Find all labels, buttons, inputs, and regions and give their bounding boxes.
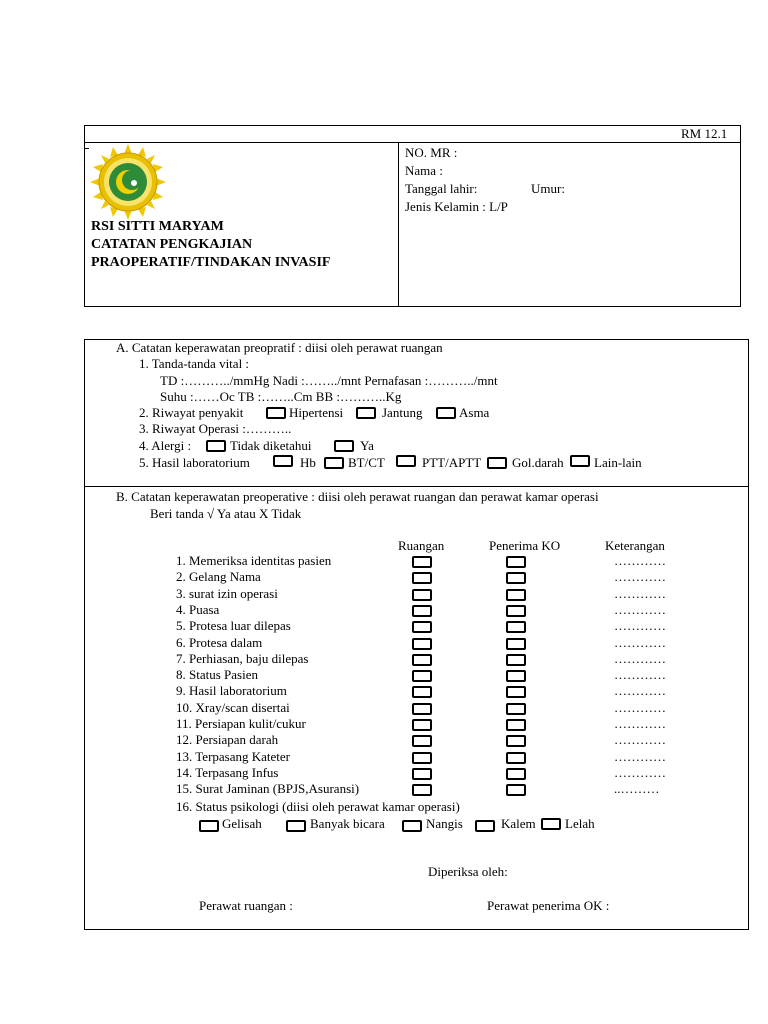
checklist-item-label: 8. Status Pasien	[176, 667, 258, 683]
keterangan-dots: …………	[614, 683, 666, 699]
option-hipertensi: Hipertensi	[289, 405, 344, 420]
option-hb: Hb	[300, 455, 316, 470]
checkbox-penerima-ko[interactable]	[506, 686, 526, 698]
vital-signs-title: 1. Tanda-tanda vital :	[139, 356, 250, 371]
option-jantung: Jantung	[382, 405, 423, 420]
checkbox-ruangan[interactable]	[412, 686, 432, 698]
checkbox-ruangan[interactable]	[412, 719, 432, 731]
checkbox-ruangan[interactable]	[412, 784, 432, 796]
option-tidak-diketahui: Tidak diketahui	[230, 438, 312, 453]
item-16-label: 16. Status psikologi (diisi oleh perawat kamar operasi)	[176, 799, 460, 814]
field-umur: Umur:	[531, 181, 565, 196]
column-header-ruangan: Ruangan	[398, 538, 445, 553]
column-header-penerima-ko: Penerima KO	[489, 538, 561, 553]
option-banyak-bicara: Banyak bicara	[310, 816, 385, 831]
option-lelah: Lelah	[565, 816, 595, 831]
perawat-penerima-signature: Perawat penerima OK :	[487, 898, 610, 913]
keterangan-dots: …………	[614, 601, 666, 617]
diperiksa-oleh: Diperiksa oleh:	[428, 864, 508, 879]
rm-code: RM 12.1	[681, 126, 728, 141]
checkbox-penerima-ko[interactable]	[506, 752, 526, 764]
checkbox-ruangan[interactable]	[412, 670, 432, 682]
checkbox-gol-darah[interactable]	[487, 457, 507, 469]
checkbox-tidak-diketahui[interactable]	[206, 440, 226, 452]
section-b-title: B. Catatan keperawatan preoperative : diisi oleh perawat ruangan dan perawat kamar operasi	[116, 489, 599, 504]
hasil-lab-label: 5. Hasil laboratorium	[139, 455, 250, 470]
field-tanggal-lahir: Tanggal lahir:	[405, 181, 478, 196]
checkbox-ruangan[interactable]	[412, 735, 432, 747]
checkbox-ruangan[interactable]	[412, 654, 432, 666]
keterangan-dots: …………	[614, 716, 666, 731]
option-gelisah: Gelisah	[222, 816, 262, 831]
checklist-item-label: 1. Memeriksa identitas pasien	[176, 553, 332, 568]
field-nama: Nama :	[405, 163, 443, 178]
checkbox-ruangan[interactable]	[412, 605, 432, 617]
field-jenis-kelamin: Jenis Kelamin : L/P	[405, 199, 508, 214]
checkbox-ruangan[interactable]	[412, 621, 432, 633]
keterangan-dots: …………	[614, 634, 666, 650]
checklist-item-label: 12. Persiapan darah	[176, 732, 279, 748]
checkbox-asma[interactable]	[436, 407, 456, 419]
checkbox-hb[interactable]	[273, 455, 293, 467]
option-bt-ct: BT/CT	[348, 455, 385, 470]
checkbox-alergi-ya[interactable]	[334, 440, 354, 452]
option-nangis: Nangis	[426, 816, 463, 831]
keterangan-dots: …………	[614, 569, 666, 585]
option-alergi-ya: Ya	[360, 438, 374, 453]
header-top-divider	[84, 142, 741, 143]
column-header-keterangan: Keterangan	[605, 538, 665, 553]
keterangan-dots: …………	[614, 585, 666, 601]
vital-signs-row-2: Suhu :……Oc TB :……..Cm BB :………..Kg	[160, 389, 402, 404]
option-asma: Asma	[459, 405, 490, 420]
keterangan-dots: …………	[614, 618, 666, 634]
keterangan-dots: …………	[614, 699, 666, 715]
vital-signs-row-1: TD :………../mmHg Nadi :……../mnt Pernafasan :………../mnt	[160, 373, 498, 388]
checkbox-ptt-aptt[interactable]	[396, 455, 416, 467]
checklist-item-label: 5. Protesa luar dilepas	[176, 618, 291, 634]
checklist-item-label: 13. Terpasang Kateter	[176, 748, 290, 764]
keterangan-dots: …………	[614, 650, 666, 666]
hospital-logo	[88, 142, 168, 222]
header-column-divider	[398, 142, 399, 307]
checkbox-penerima-ko[interactable]	[506, 605, 526, 617]
checkbox-hipertensi[interactable]	[266, 407, 286, 419]
checkbox-banyak-bicara[interactable]	[286, 820, 306, 832]
checklist-item-label: 10. Xray/scan disertai	[176, 699, 290, 715]
option-ptt-aptt: PTT/APTT	[422, 455, 482, 470]
riwayat-penyakit-label: 2. Riwayat penyakit	[139, 405, 244, 420]
checklist-item-label: 11. Persiapan kulit/cukur	[176, 716, 306, 731]
form-title-line-2: PRAOPERATIF/TINDAKAN INVASIF	[91, 255, 331, 270]
checklist-item-label: 6. Protesa dalam	[176, 634, 263, 650]
checklist-item-label: 15. Surat Jaminan (BPJS,Asuransi)	[176, 781, 360, 797]
checkbox-penerima-ko[interactable]	[506, 572, 526, 584]
checkbox-ruangan[interactable]	[412, 768, 432, 780]
checkbox-penerima-ko[interactable]	[506, 556, 526, 568]
checkbox-penerima-ko[interactable]	[506, 670, 526, 682]
checkbox-penerima-ko[interactable]	[506, 735, 526, 747]
checkbox-penerima-ko[interactable]	[506, 589, 526, 601]
checkbox-penerima-ko[interactable]	[506, 638, 526, 650]
checkbox-kalem[interactable]	[475, 820, 495, 832]
checkbox-penerima-ko[interactable]	[506, 784, 526, 796]
checklist-item-label: 9. Hasil laboratorium	[176, 683, 287, 699]
checkbox-jantung[interactable]	[356, 407, 376, 419]
checkbox-bt-ct[interactable]	[324, 457, 344, 469]
checkbox-penerima-ko[interactable]	[506, 703, 526, 715]
perawat-ruangan-signature: Perawat ruangan :	[199, 898, 293, 913]
field-no-mr: NO. MR :	[405, 145, 458, 160]
checkbox-ruangan[interactable]	[412, 638, 432, 650]
keterangan-dots: ..………	[614, 781, 660, 797]
checkbox-penerima-ko[interactable]	[506, 719, 526, 731]
section-divider	[84, 486, 749, 487]
section-a-title: A. Catatan keperawatan preopratif : diisi oleh perawat ruangan	[116, 340, 443, 355]
checkbox-lelah[interactable]	[541, 818, 561, 830]
checkbox-ruangan[interactable]	[412, 752, 432, 764]
hospital-name: RSI SITTI MARYAM	[91, 219, 224, 234]
keterangan-dots: …………	[614, 553, 666, 568]
option-gol-darah: Gol.darah	[512, 455, 564, 470]
checkbox-ruangan[interactable]	[412, 572, 432, 584]
checkbox-ruangan[interactable]	[412, 589, 432, 601]
checkbox-gelisah[interactable]	[199, 820, 219, 832]
keterangan-dots: …………	[614, 667, 666, 683]
checkbox-ruangan[interactable]	[412, 556, 432, 568]
riwayat-operasi-label: 3. Riwayat Operasi :………..	[139, 421, 292, 436]
checkbox-penerima-ko[interactable]	[506, 654, 526, 666]
option-lain-lain: Lain-lain	[594, 455, 642, 470]
checkbox-nangis[interactable]	[402, 820, 422, 832]
checklist-item-label: 3. surat izin operasi	[176, 585, 278, 601]
checklist-item-label: 14. Terpasang Infus	[176, 764, 279, 780]
checkbox-penerima-ko[interactable]	[506, 768, 526, 780]
keterangan-dots: …………	[614, 732, 666, 748]
section-b-instruction: Beri tanda √ Ya atau X Tidak	[150, 506, 302, 521]
checklist-item-label: 4. Puasa	[176, 601, 220, 617]
checklist-item-label: 2. Gelang Nama	[176, 569, 261, 585]
form-title-line-1: CATATAN PENGKAJIAN	[91, 237, 253, 252]
option-kalem: Kalem	[501, 816, 536, 831]
keterangan-dots: …………	[614, 748, 666, 764]
checkbox-lain-lain[interactable]	[570, 455, 590, 467]
alergi-label: 4. Alergi :	[139, 438, 192, 453]
checkbox-penerima-ko[interactable]	[506, 621, 526, 633]
checkbox-ruangan[interactable]	[412, 703, 432, 715]
checklist-item-label: 7. Perhiasan, baju dilepas	[176, 650, 309, 666]
keterangan-dots: …………	[614, 764, 666, 780]
